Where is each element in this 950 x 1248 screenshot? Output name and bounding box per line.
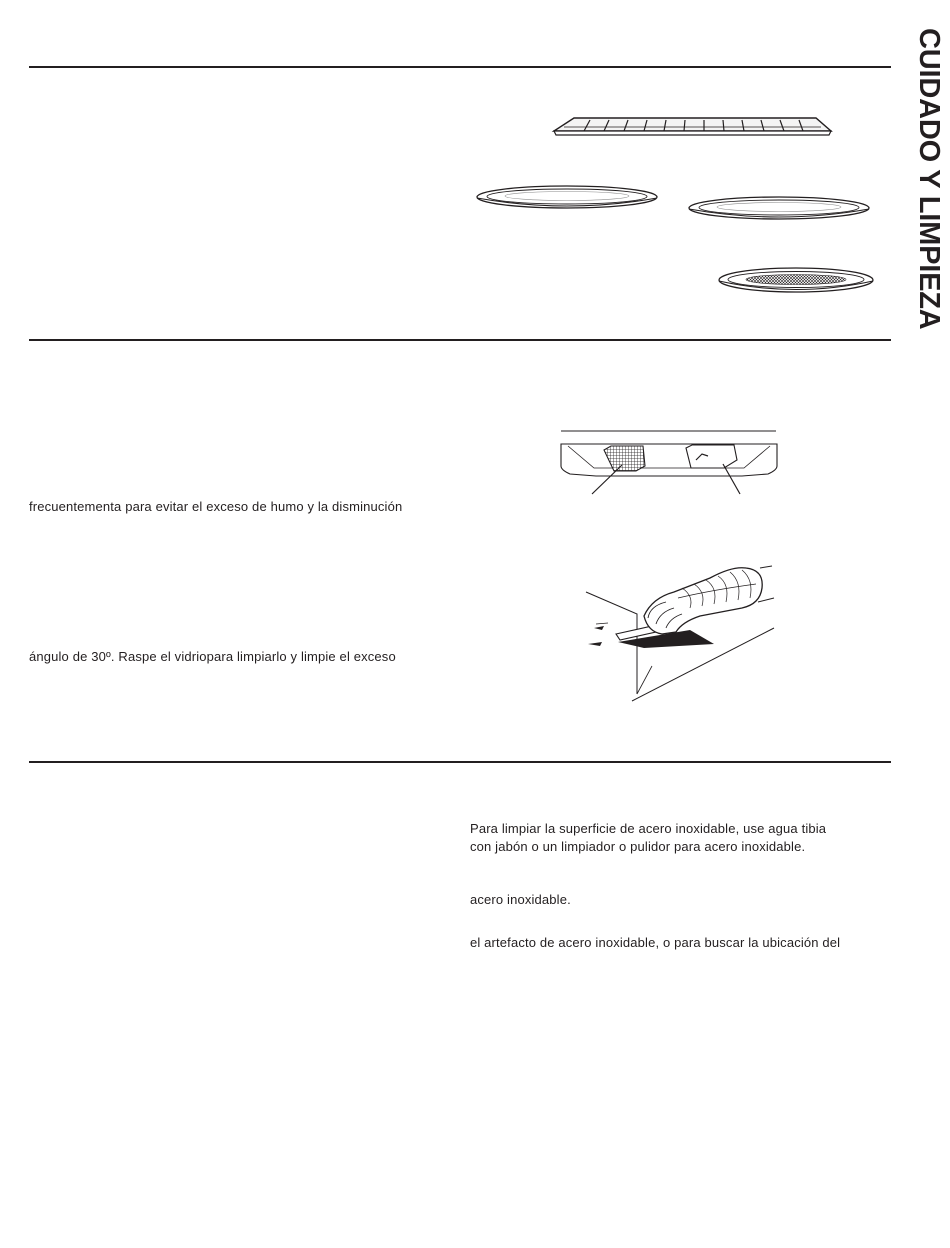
stainless-paragraph-line-4: el artefacto de acero inoxidable, o para buscar la ubicación del	[470, 935, 841, 950]
stainless-paragraph-line-1: Para limpiar la superficie de acero inoxidable, use agua tibia	[470, 821, 827, 836]
section-title-vertical: CUIDADO Y LIMPIEZA	[913, 28, 945, 330]
section-divider-top	[29, 66, 891, 68]
filters-paragraph-line: frecuentementa para evitar el exceso de humo y la disminución	[29, 499, 403, 514]
tray-illustration-right	[686, 196, 872, 226]
cooktop-paragraph-line: ángulo de 30º. Raspe el vidriopara limpiarlo y limpie el exceso	[29, 649, 396, 664]
hood-filters-illustration	[556, 428, 782, 496]
oven-rack-illustration	[550, 110, 835, 140]
stainless-paragraph-line-3: acero inoxidable.	[470, 892, 571, 907]
section-divider-middle	[29, 339, 891, 341]
grill-plate-illustration	[716, 266, 876, 298]
scraper-illustration	[582, 562, 774, 704]
stainless-paragraph-line-2: con jabón o un limpiador o pulidor para acero inoxidable.	[470, 839, 806, 854]
section-divider-bottom	[29, 761, 891, 763]
tray-illustration-left	[474, 184, 660, 214]
